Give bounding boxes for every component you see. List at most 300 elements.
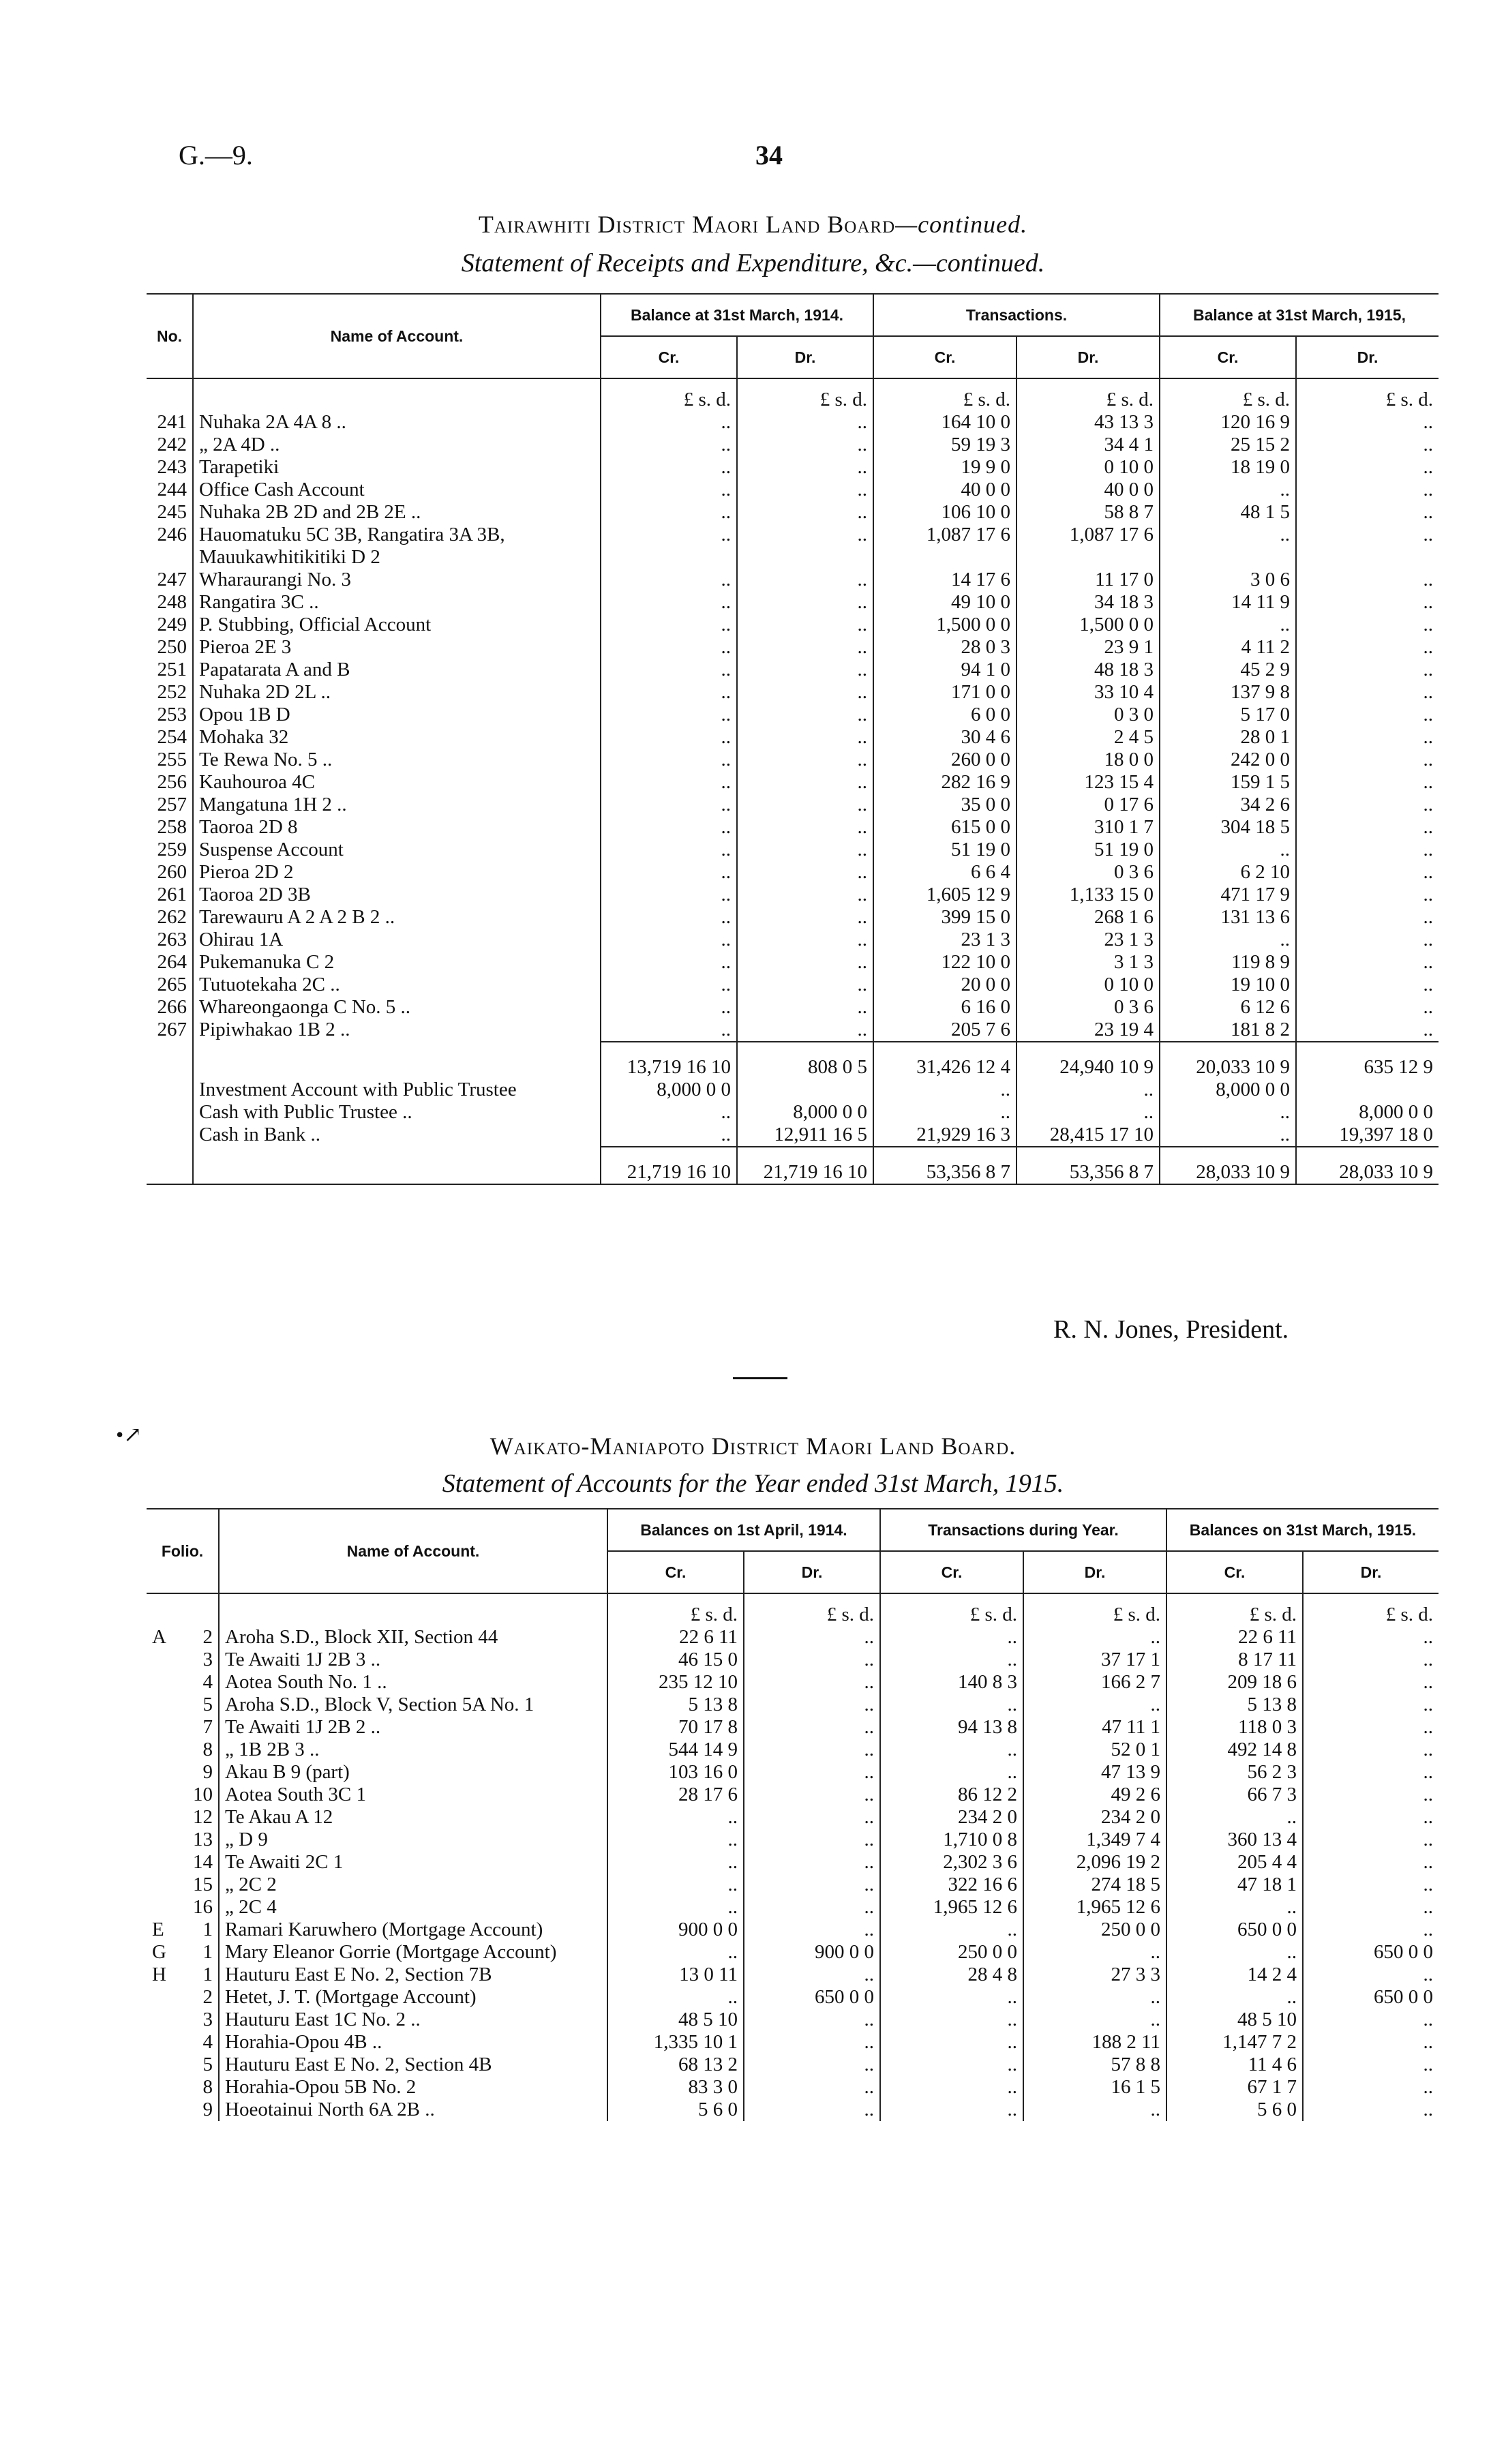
bal1915-dr: .. <box>1423 1964 1433 1985</box>
trans-cr: .. <box>880 2009 1023 2031</box>
trans-cr: 171 0 0 <box>873 681 1016 704</box>
table-row <box>147 839 1439 861</box>
folio-number: 3 <box>181 1649 219 1671</box>
bal1915-dr: .. <box>1423 1649 1433 1670</box>
folio-letter <box>147 1874 181 1896</box>
bal1914-cr: 21,719 16 10 <box>601 1147 737 1184</box>
currency-label: £ s. d. <box>607 1593 744 1626</box>
bal1914-dr: .. <box>744 1626 880 1649</box>
trans-cr: 6 16 0 <box>873 996 1016 1019</box>
trans-dr: 1,965 12 6 <box>1023 1896 1166 1919</box>
account-name: Tarewauru A 2 A 2 B 2 .. <box>193 906 601 929</box>
bal1914-cr: .. <box>607 1874 744 1896</box>
bal1914-dr: .. <box>744 1784 880 1806</box>
bal1915-dr: .. <box>1423 1784 1433 1805</box>
table-row <box>147 974 1439 996</box>
currency-label: £ s. d. <box>880 1593 1023 1626</box>
president-signature: R. N. Jones, President. <box>1053 1315 1289 1344</box>
trans-dr: 268 1 6 <box>1016 906 1160 929</box>
table-row <box>147 1964 1439 1986</box>
bal1915-dr: .. <box>1423 726 1433 748</box>
folio-number: 4 <box>181 2031 219 2054</box>
row-number: 251 <box>147 659 193 681</box>
trans-dr: 40 0 0 <box>1016 479 1160 501</box>
bal1914-dr: .. <box>744 1694 880 1716</box>
trans-dr: 47 13 9 <box>1023 1761 1166 1784</box>
bal1914-cr: .. <box>607 1806 744 1829</box>
bal1914-cr: .. <box>601 861 737 884</box>
row-number: 266 <box>147 996 193 1019</box>
account-name: Office Cash Account <box>193 479 601 501</box>
bal1914-cr: .. <box>601 636 737 659</box>
cr-header: Cr. <box>1166 1551 1303 1593</box>
dr-header: Dr. <box>1296 336 1439 378</box>
trans-cr: .. <box>880 2031 1023 2054</box>
bal1915-cr: .. <box>1160 1124 1296 1147</box>
row-number: 262 <box>147 906 193 929</box>
bal1915-dr: .. <box>1423 659 1433 680</box>
account-name: Pieroa 2E 3 <box>193 636 601 659</box>
account-name: „ 2A 4D .. <box>193 434 601 456</box>
trans-dr: 1,087 17 6 <box>1016 524 1160 569</box>
row-number: 253 <box>147 704 193 726</box>
col-name-header: Name of Account. <box>219 1509 607 1593</box>
bal1914-dr: 808 0 5 <box>737 1042 873 1079</box>
bal1915-dr: .. <box>1423 2099 1433 2120</box>
row-number: 247 <box>147 569 193 591</box>
trans-dr: 0 3 6 <box>1016 861 1160 884</box>
bal1915-cr: .. <box>1160 524 1296 569</box>
bal1914-dr: .. <box>737 456 873 479</box>
table-row <box>147 1649 1439 1671</box>
bal1915-cr: 119 8 9 <box>1160 951 1296 974</box>
trans-dr: 166 2 7 <box>1023 1671 1166 1694</box>
trans-cr: 140 8 3 <box>880 1671 1023 1694</box>
bal1914-cr: 544 14 9 <box>607 1739 744 1761</box>
trans-cr: 6 6 4 <box>873 861 1016 884</box>
bal1915-dr: .. <box>1423 2009 1433 2030</box>
table-row <box>147 951 1439 974</box>
bal1915-cr: 20,033 10 9 <box>1160 1042 1296 1079</box>
bal1915-cr: 5 6 0 <box>1166 2099 1303 2121</box>
row-number: 264 <box>147 951 193 974</box>
table-row <box>147 1019 1439 1042</box>
bal1915-dr: .. <box>1423 591 1433 613</box>
bal1914-dr: 21,719 16 10 <box>737 1147 873 1184</box>
row-number: 257 <box>147 794 193 816</box>
table-row <box>147 1919 1439 1941</box>
row-number: 256 <box>147 771 193 794</box>
account-name: Nuhaka 2B 2D and 2B 2E .. <box>193 501 601 524</box>
bal1915-cr: .. <box>1160 479 1296 501</box>
folio-number: 14 <box>181 1851 219 1874</box>
bal1914-cr: .. <box>607 1829 744 1851</box>
row-number: 255 <box>147 749 193 771</box>
account-name: „ 2C 2 <box>219 1874 607 1896</box>
bal1914-dr: .. <box>744 1896 880 1919</box>
currency-row <box>147 378 1439 411</box>
trans-cr: 399 15 0 <box>873 906 1016 929</box>
bal1914-cr: 13,719 16 10 <box>601 1042 737 1079</box>
trans-dr: 58 8 7 <box>1016 501 1160 524</box>
table-row <box>147 1941 1439 1964</box>
bal1914-dr: .. <box>744 1919 880 1941</box>
page-number: 34 <box>755 140 783 170</box>
bal1915-cr: 471 17 9 <box>1160 884 1296 906</box>
folio-letter <box>147 1649 181 1671</box>
row-number: 261 <box>147 884 193 906</box>
dr-header: Dr. <box>744 1551 880 1593</box>
cr-header: Cr. <box>1160 336 1296 378</box>
bal1914-cr: .. <box>601 681 737 704</box>
account-name: Ramari Karuwhero (Mortgage Account) <box>219 1919 607 1941</box>
trans-dr: 250 0 0 <box>1023 1919 1166 1941</box>
folio-number: 3 <box>181 2009 219 2031</box>
trans-dr: 47 11 1 <box>1023 1716 1166 1739</box>
trans-dr: 1,133 15 0 <box>1016 884 1160 906</box>
table-row <box>147 726 1439 749</box>
account-name: Kauhouroa 4C <box>193 771 601 794</box>
table-row <box>147 1716 1439 1739</box>
table-row <box>147 771 1439 794</box>
bal1915-cr: 360 13 4 <box>1166 1829 1303 1851</box>
bal1914-dr: .. <box>744 1806 880 1829</box>
bal1915-cr: 3 0 6 <box>1160 569 1296 591</box>
bal1915-dr: .. <box>1423 2076 1433 2098</box>
account-name: „ 2C 4 <box>219 1896 607 1919</box>
trans-dr: 188 2 11 <box>1023 2031 1166 2054</box>
bal1915-dr: .. <box>1423 704 1433 725</box>
trans-cr: 282 16 9 <box>873 771 1016 794</box>
trans-cr: .. <box>880 1694 1023 1716</box>
folio-number: 8 <box>181 2076 219 2099</box>
trans-dr: 52 0 1 <box>1023 1739 1166 1761</box>
total-row <box>147 1147 1439 1184</box>
margin-mark: •↗ <box>116 1422 142 1447</box>
bal1914-dr: .. <box>737 906 873 929</box>
dr-header: Dr. <box>1016 336 1160 378</box>
folio-letter: H <box>152 1964 166 1985</box>
bal1914-dr <box>737 1079 873 1101</box>
empty-cell <box>147 1124 193 1147</box>
account-name: Horahia-Opou 4B .. <box>219 2031 607 2054</box>
subtotal-row <box>147 1042 1439 1079</box>
folio-number: 7 <box>181 1716 219 1739</box>
table-row <box>147 816 1439 839</box>
table-row <box>147 1986 1439 2009</box>
trans-cr: 94 13 8 <box>880 1716 1023 1739</box>
empty-cell <box>147 1079 193 1101</box>
trans-dr: .. <box>1023 2099 1166 2121</box>
bal1914-cr: .. <box>601 884 737 906</box>
bal1915-dr: .. <box>1423 1761 1433 1783</box>
trans-dr: 23 19 4 <box>1016 1019 1160 1042</box>
bal1915-cr: .. <box>1166 1806 1303 1829</box>
trans-dr: 3 1 3 <box>1016 951 1160 974</box>
trans-dr: 123 15 4 <box>1016 771 1160 794</box>
bal1914-dr: .. <box>737 794 873 816</box>
currency-label: £ s. d. <box>1160 378 1296 411</box>
folio-letter <box>147 1739 181 1761</box>
section1-subtitle: Statement of Receipts and Expenditure, &c.—continued. <box>461 249 1045 277</box>
account-name: „ D 9 <box>219 1829 607 1851</box>
trans-dr: 0 3 6 <box>1016 996 1160 1019</box>
bal1914-cr: .. <box>607 1896 744 1919</box>
bal1914-cr: .. <box>601 771 737 794</box>
bal1915-dr: .. <box>1423 456 1433 478</box>
bal1915-cr: 304 18 5 <box>1160 816 1296 839</box>
folio-letter: A <box>152 1626 166 1648</box>
bal1914-cr: .. <box>601 929 737 951</box>
table-row <box>147 1626 1439 1649</box>
row-number: 254 <box>147 726 193 749</box>
bal1914-cr: 48 5 10 <box>607 2009 744 2031</box>
bal1914-dr: .. <box>737 636 873 659</box>
cr-header: Cr. <box>601 336 737 378</box>
account-name: Suspense Account <box>193 839 601 861</box>
table-row <box>147 524 1439 569</box>
row-number: 252 <box>147 681 193 704</box>
bal1915-dr: .. <box>1423 884 1433 905</box>
trans-dr: 11 17 0 <box>1016 569 1160 591</box>
bal1915-cr: 28,033 10 9 <box>1160 1147 1296 1184</box>
bal1915-cr: 56 2 3 <box>1166 1761 1303 1784</box>
table-row <box>147 1829 1439 1851</box>
bal1915-cr: 18 19 0 <box>1160 456 1296 479</box>
table-row <box>147 479 1439 501</box>
account-name: Rangatira 3C .. <box>193 591 601 614</box>
bal1915-cr: 120 16 9 <box>1160 411 1296 434</box>
bal1914-dr: .. <box>737 839 873 861</box>
empty-cell <box>193 1147 601 1184</box>
trans-dr: 310 1 7 <box>1016 816 1160 839</box>
folio-letter <box>147 1761 181 1784</box>
account-name: Whareongaonga C No. 5 .. <box>193 996 601 1019</box>
bal1915-cr: 1,147 7 2 <box>1166 2031 1303 2054</box>
trans-dr: 234 2 0 <box>1023 1806 1166 1829</box>
trans-dr: 33 10 4 <box>1016 681 1160 704</box>
bal1914-dr: .. <box>737 1019 873 1042</box>
bal1914-cr: .. <box>601 569 737 591</box>
trans-dr: 34 4 1 <box>1016 434 1160 456</box>
bal1914-cr: .. <box>601 906 737 929</box>
trans-cr: 86 12 2 <box>880 1784 1023 1806</box>
bal1914-cr: 68 13 2 <box>607 2054 744 2076</box>
trans-dr: .. <box>1023 2009 1166 2031</box>
table-row <box>147 501 1439 524</box>
bal1915-cr: 118 0 3 <box>1166 1716 1303 1739</box>
trans-cr: 1,965 12 6 <box>880 1896 1023 1919</box>
bal1914-cr: .. <box>601 816 737 839</box>
trans-dr: .. <box>1023 1626 1166 1649</box>
bal1915-cr: 6 12 6 <box>1160 996 1296 1019</box>
col-bal1915-header: Balance at 31st March, 1915, <box>1160 294 1439 336</box>
bal1914-cr: 83 3 0 <box>607 2076 744 2099</box>
trans-cr: 164 10 0 <box>873 411 1016 434</box>
bal1915-dr: .. <box>1423 1019 1433 1040</box>
row-number: 244 <box>147 479 193 501</box>
bal1914-dr: .. <box>744 1874 880 1896</box>
currency-label: £ s. d. <box>1385 1604 1433 1625</box>
row-number: 267 <box>147 1019 193 1042</box>
bal1914-cr: .. <box>601 794 737 816</box>
currency-row <box>147 1593 1439 1626</box>
tairawhiti-table <box>147 293 1439 1185</box>
bal1914-dr: .. <box>744 1739 880 1761</box>
bal1914-dr: .. <box>737 726 873 749</box>
trans-dr: 23 1 3 <box>1016 929 1160 951</box>
table-row <box>147 884 1439 906</box>
bal1915-dr: .. <box>1423 569 1433 590</box>
account-name: Investment Account with Public Trustee <box>193 1079 601 1101</box>
trans-dr: 23 9 1 <box>1016 636 1160 659</box>
table-row <box>147 1079 1439 1101</box>
bal1914-dr: .. <box>744 1649 880 1671</box>
account-name: Tutuotekaha 2C .. <box>193 974 601 996</box>
bal1914-dr: .. <box>737 524 873 569</box>
trans-cr: 106 10 0 <box>873 501 1016 524</box>
folio-letter <box>147 2054 181 2076</box>
folio-number: 9 <box>181 2099 219 2121</box>
trans-dr: 0 10 0 <box>1016 456 1160 479</box>
row-number: 258 <box>147 816 193 839</box>
bal1915-cr: .. <box>1166 1941 1303 1964</box>
bal1914-dr: .. <box>737 816 873 839</box>
bal1914-dr: .. <box>744 1671 880 1694</box>
empty-cell <box>193 378 601 411</box>
bal1914-cr: .. <box>607 1941 744 1964</box>
row-number: 259 <box>147 839 193 861</box>
table-row <box>147 681 1439 704</box>
bal1914-dr: .. <box>737 434 873 456</box>
table-row <box>147 434 1439 456</box>
table-row <box>147 1124 1439 1147</box>
table-row <box>147 1851 1439 1874</box>
bal1915-dr: .. <box>1423 636 1433 658</box>
bal1914-cr: 8,000 0 0 <box>601 1079 737 1101</box>
bal1914-cr: 70 17 8 <box>607 1716 744 1739</box>
folio-letter <box>147 2009 181 2031</box>
bal1915-cr: 205 4 4 <box>1166 1851 1303 1874</box>
bal1914-cr: .. <box>601 501 737 524</box>
bal1915-dr: .. <box>1423 1829 1433 1850</box>
bal1914-cr: .. <box>601 996 737 1019</box>
table-row <box>147 749 1439 771</box>
bal1915-cr: 48 1 5 <box>1160 501 1296 524</box>
bal1914-cr: .. <box>601 524 737 569</box>
folio-letter: G <box>152 1941 166 1963</box>
bal1915-dr: .. <box>1423 861 1433 883</box>
bal1915-cr: .. <box>1160 614 1296 636</box>
folio-letter <box>147 1851 181 1874</box>
row-number: 249 <box>147 614 193 636</box>
bal1915-dr: .. <box>1423 501 1433 523</box>
row-number: 265 <box>147 974 193 996</box>
table-row <box>147 1896 1439 1919</box>
empty-cell <box>181 1593 219 1626</box>
col-transactions-header: Transactions. <box>873 294 1160 336</box>
currency-label: £ s. d. <box>873 378 1016 411</box>
folio-letter <box>147 1694 181 1716</box>
trans-cr: .. <box>873 1079 1016 1101</box>
empty-cell <box>193 1042 601 1079</box>
dr-header: Dr. <box>1303 1551 1439 1593</box>
bal1914-cr: .. <box>601 1019 737 1042</box>
row-number: 248 <box>147 591 193 614</box>
account-name: Taoroa 2D 3B <box>193 884 601 906</box>
trans-dr: 16 1 5 <box>1023 2076 1166 2099</box>
trans-cr: 615 0 0 <box>873 816 1016 839</box>
trans-cr: .. <box>880 2099 1023 2121</box>
bal1914-dr: .. <box>737 884 873 906</box>
bal1914-cr: 235 12 10 <box>607 1671 744 1694</box>
separator-rule <box>733 1377 787 1379</box>
trans-dr: .. <box>1023 1986 1166 2009</box>
bal1915-dr: .. <box>1423 524 1433 545</box>
trans-cr: 23 1 3 <box>873 929 1016 951</box>
section1-title <box>0 210 1506 239</box>
bal1915-dr: .. <box>1423 816 1433 838</box>
account-name: Taoroa 2D 8 <box>193 816 601 839</box>
account-name: Mangatuna 1H 2 .. <box>193 794 601 816</box>
account-name: Nuhaka 2D 2L .. <box>193 681 601 704</box>
bal1914-cr: .. <box>601 456 737 479</box>
folio-letter <box>147 1829 181 1851</box>
empty-cell <box>147 1147 193 1184</box>
table-row <box>147 1694 1439 1716</box>
trans-cr: 40 0 0 <box>873 479 1016 501</box>
bal1915-dr: 650 0 0 <box>1374 1986 1433 2008</box>
bal1914-dr: .. <box>737 974 873 996</box>
bal1914-dr: .. <box>744 1964 880 1986</box>
account-name: Cash with Public Trustee .. <box>193 1101 601 1124</box>
trans-dr: 37 17 1 <box>1023 1649 1166 1671</box>
bal1915-cr: 45 2 9 <box>1160 659 1296 681</box>
bal1914-cr: 46 15 0 <box>607 1649 744 1671</box>
account-name: Pipiwhakao 1B 2 .. <box>193 1019 601 1042</box>
bal1914-dr: .. <box>737 591 873 614</box>
table-row <box>147 1806 1439 1829</box>
bal1914-dr: .. <box>744 1716 880 1739</box>
account-name: Hauturu East E No. 2, Section 7B <box>219 1964 607 1986</box>
trans-dr: 24,940 10 9 <box>1016 1042 1160 1079</box>
trans-cr: .. <box>880 1919 1023 1941</box>
row-number: 263 <box>147 929 193 951</box>
trans-cr: 1,500 0 0 <box>873 614 1016 636</box>
section2-title: Waikato-Maniapoto District Maori Land Board. <box>490 1432 1016 1460</box>
bal1914-cr: .. <box>601 591 737 614</box>
folio-letter <box>147 2099 181 2121</box>
bal1915-cr: 28 0 1 <box>1160 726 1296 749</box>
empty-cell <box>147 1042 193 1079</box>
account-name: Hoeotainui North 6A 2B .. <box>219 2099 607 2121</box>
trans-dr: 48 18 3 <box>1016 659 1160 681</box>
table-row <box>147 906 1439 929</box>
folio-letter: E <box>152 1919 164 1940</box>
bal1914-dr: .. <box>737 681 873 704</box>
bal1914-dr: .. <box>737 501 873 524</box>
trans-cr: .. <box>880 1761 1023 1784</box>
col-bal1915-header: Balances on 31st March, 1915. <box>1166 1509 1439 1551</box>
trans-cr: 30 4 6 <box>873 726 1016 749</box>
account-name: Papatarata A and B <box>193 659 601 681</box>
bal1914-dr: 12,911 16 5 <box>737 1124 873 1147</box>
bal1914-dr: .. <box>737 771 873 794</box>
bal1915-cr: 6 2 10 <box>1160 861 1296 884</box>
bal1915-cr: .. <box>1166 1986 1303 2009</box>
bal1914-dr: .. <box>737 996 873 1019</box>
bal1915-dr: .. <box>1423 2054 1433 2075</box>
